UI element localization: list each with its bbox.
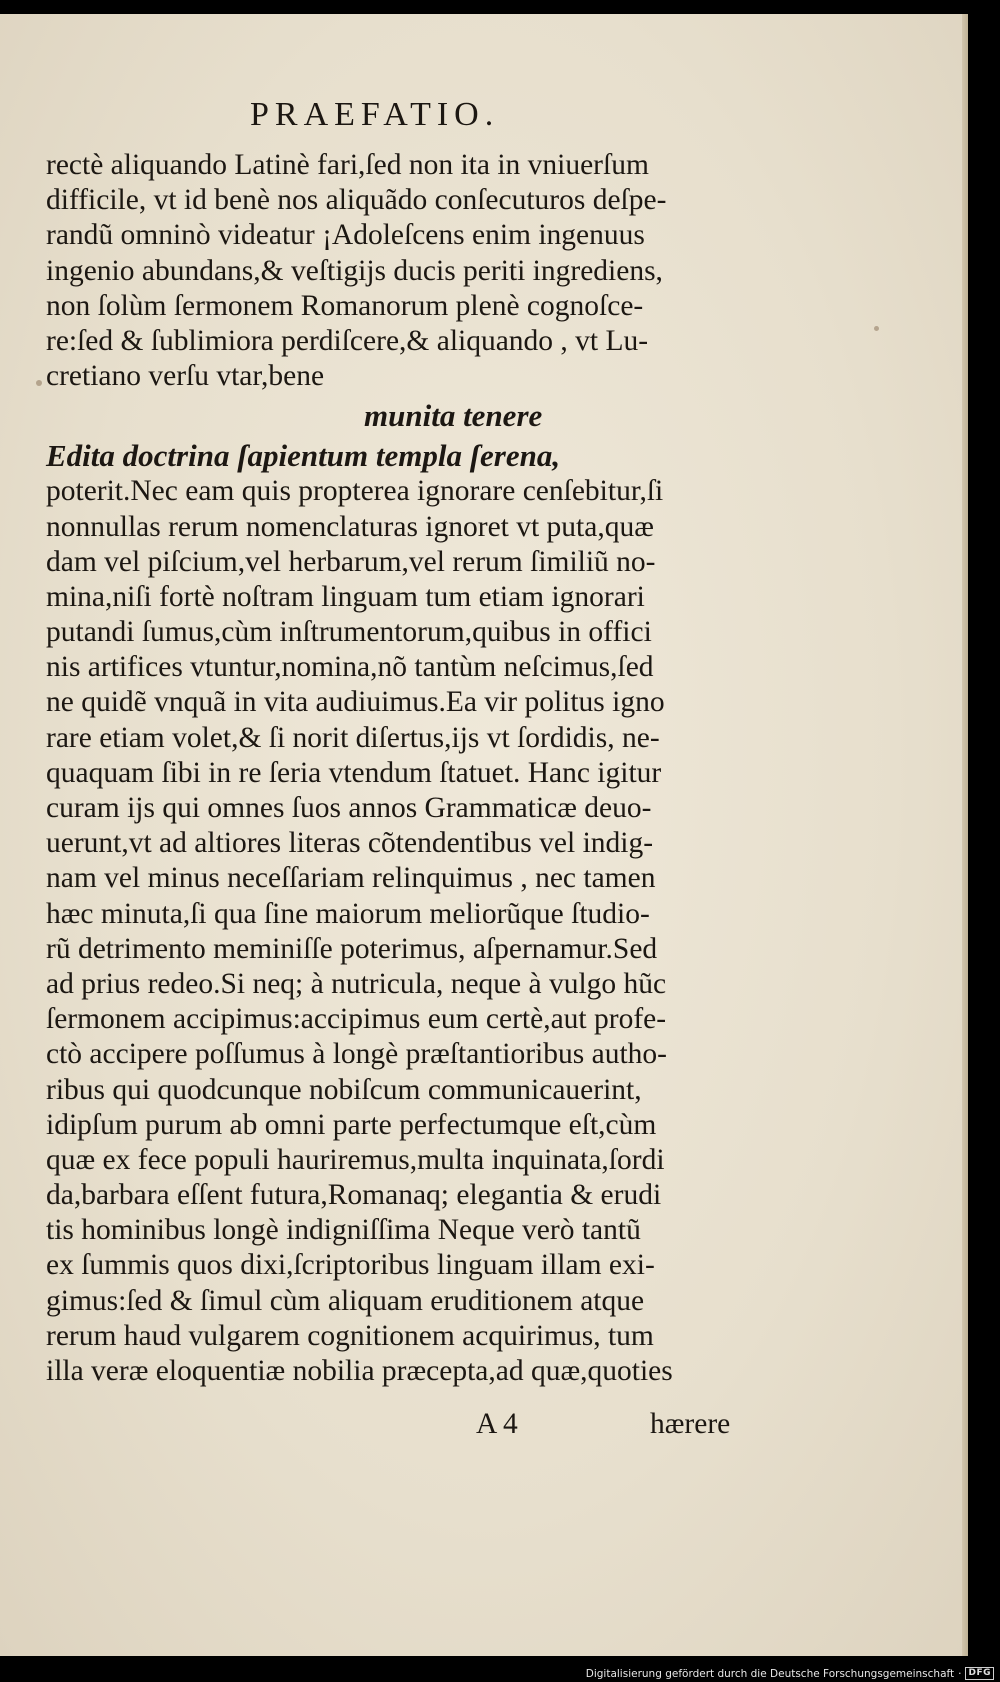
text-line: tis hominibus longè indigniſſima Neque verò tantũ [46,1214,641,1247]
ink-spot [36,380,42,386]
text-line: dam vel piſcium,vel herbarum,vel rerum ſimiliũ no- [46,545,656,578]
dfg-logo-icon: DFG [965,1667,994,1680]
text-line: illa veræ eloquentiæ nobilia præcepta,ad quæ,quoties [46,1355,673,1387]
text-line: nonnullas rerum nomenclaturas ignoret vt puta,quæ [46,510,654,543]
text-line: curam ijs qui omnes ſuos annos Grammaticæ deuo- [46,792,652,824]
running-head: PRAEFATIO. [250,96,500,133]
main-text [46,148,746,1389]
page-edge [962,14,968,1656]
text-line: non ſolùm ſermonem Romanorum plenè cognoſce- [46,289,644,322]
text-line: rectè aliquando Latinè fari,ſed non ita in vniuerſum [46,149,649,181]
text-line: re:ſed & ſublimiora perdiſcere,& aliquando , vt Lu- [46,324,649,357]
digitization-credit: Digitalisierung gefördert durch die Deutsche Forschungsgemeinschaft · DFG [586,1667,994,1680]
text-line: rũ detrimento meminiſſe poterimus, aſpernamur.Sed [46,932,658,965]
credit-text: Digitalisierung gefördert durch die Deutsche Forschungsgemeinschaft [585,1667,955,1680]
text-line: ctò accipere poſſumus à longè præſtantioribus autho- [46,1038,667,1071]
text-line: rerum haud vulgarem cognitionem acquirimus, tum [46,1319,654,1352]
ink-spot [874,326,879,331]
signature-mark: A 4 [476,1408,518,1440]
text-line: idipſum purum ab omni parte perfectumque eſt,cùm [46,1108,657,1141]
text-line: randũ omninò videatur ¡Adoleſcens enim ingenuus [46,219,645,252]
text-line: putandi ſumus,cùm inſtrumentorum,quibus in offici [46,616,652,649]
text-line: quaquam ſibi in re ſeria vtendum ſtatuet. Hanc igitur [46,756,662,789]
text-line: ribus qui quodcunque nobiſcum communicauerint, [46,1073,642,1106]
text-line: ad prius redeo.Si neq; à nutricula, neque à vulgo hũc [46,967,667,1000]
text-line: cretiano verſu vtar,bene [46,360,325,393]
text-line: ex ſummis quos dixi,ſcriptoribus linguam illam exi- [46,1249,655,1282]
text-line: nam vel minus neceſſariam relinquimus , nec tamen [46,862,656,895]
text-line: difficile, vt id benè nos aliquãdo conſecuturos deſpe- [46,184,667,217]
verse-line: Edita doctrina ſapientum templa ſerena, [46,438,561,474]
text-line: gimus:ſed & ſimul cùm aliquam eruditionem atque [46,1284,645,1317]
text-line: nis artifices vtuntur,nomina,nõ tantùm neſcimus,ſed [46,651,654,684]
text-line: ingenio abundans,& veſtigijs ducis periti ingrediens, [46,254,663,287]
text-line: poterit.Nec eam quis propterea ignorare cenſebitur,ſi [46,475,664,508]
text-line: uerunt,vt ad altiores literas cõtendentibus vel indig- [46,827,654,860]
text-line: da,barbara eſſent futura,Romanaq; elegantia & erudi [46,1179,662,1212]
text-line: quæ ex fece populi hauriremus,multa inquinata,ſordi [46,1143,665,1176]
text-line: hæc minuta,ſi qua ſine maiorum meliorũque ſtudio- [46,897,650,930]
verse-line: munita tenere [364,398,543,434]
text-line: ne quidẽ vnquã in vita audiuimus.Ea vir politus igno [46,686,665,719]
text-line: mina,niſi fortè noſtram linguam tum etiam ignorari [46,580,645,613]
text-line: ſermonem accipimus:accipimus eum certè,aut profe- [46,1003,667,1036]
catchword: hærere [650,1408,731,1440]
text-line: rare etiam volet,& ſi norit diſertus,ijs vt ſordidis, ne- [46,721,660,754]
